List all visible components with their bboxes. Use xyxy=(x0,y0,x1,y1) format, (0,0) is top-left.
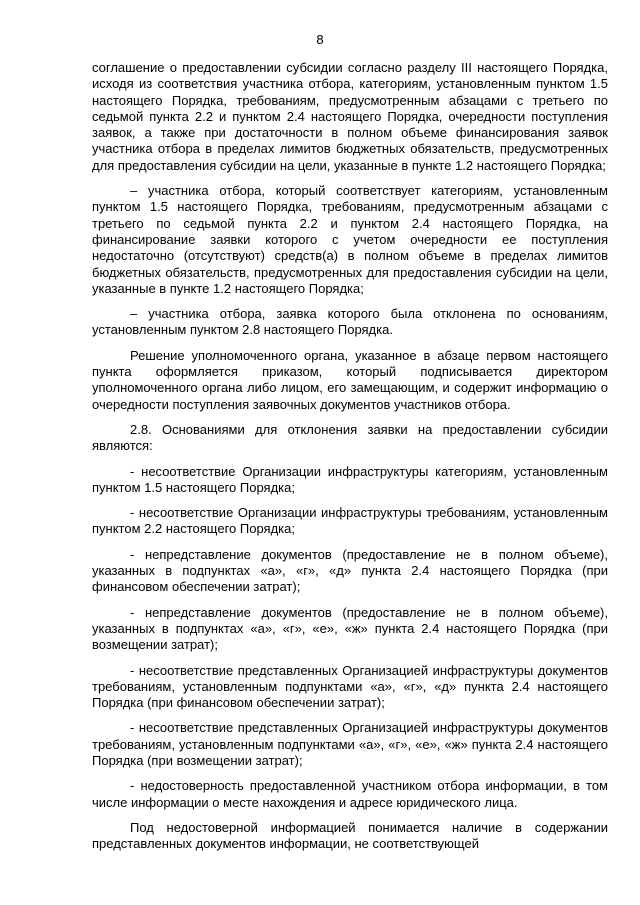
list-item-docs-missing-financing: - непредставление документов (предоставление не в полном объеме), указанных в подпунктах «а», «г», «д» пункта 2.4 настоящего Порядка (при финансовом обеспечении затрат); xyxy=(92,546,608,595)
list-item-docs-noncompliant-reimbursement: - несоответствие представленных Организацией инфраструктуры документов требованиям, установленным подпунктами «а», «г», «е», «ж» пункта 2.4 настоящего Порядка (при возмещении затрат); xyxy=(92,720,608,768)
list-item-category-mismatch: - несоответствие Организации инфраструктуры категориям, установленным пунктом 1.5 настоящего Порядка; xyxy=(92,463,608,495)
list-item-docs-noncompliant-financing: - несоответствие представленных Организацией инфраструктуры документов требованиям, установленным подпунктами «а», «г», «д» пункта 2.4 настоящего Порядка (при финансовом обеспечении затрат); xyxy=(92,662,608,711)
paragraph-rejection-grounds-heading: 2.8. Основаниями для отклонения заявки на предоставлении субсидии являются: xyxy=(92,421,608,454)
page-number: 8 xyxy=(316,32,324,47)
paragraph-participant-insufficient-funds: – участника отбора, который соответствует категориям, установленным пунктом 1.5 настоящего Порядка, требованиям, предусмотренным абзацами с третьего по седьмой пункта 2.2 и пунктом 2.4 настоящего Порядка, на финансирование заявки которого с учетом очередности ее поступления недостаточно (отсутствуют) средств(а) в полном объеме в пределах лимитов бюджетных обязательств, предусмотренных для предоставления субсидии на цели, указанные в пункте 1.2 настоящего Порядка; xyxy=(92,183,608,296)
list-item-requirements-mismatch: - несоответствие Организации инфраструктуры требованиям, установленным пунктом 2.2 настоящего Порядка; xyxy=(92,505,608,537)
paragraph-participant-rejected: – участника отбора, заявка которого была отклонена по основаниям, установленным пунктом 2.8 настоящего Порядка. xyxy=(92,306,608,338)
list-item-false-information: - недостоверность предоставленной участником отбора информации, в том числе информации о месте нахождения и адресе юридического лица. xyxy=(92,778,608,810)
paragraph-false-information-definition: Под недостоверной информацией понимается наличие в содержании представленных документов информации, не соответствующей xyxy=(92,819,608,852)
list-item-docs-missing-reimbursement: - непредставление документов (предоставление не в полном объеме), указанных в подпунктах «а», «г», «е», «ж» пункта 2.4 настоящего Порядка (при возмещении затрат); xyxy=(92,604,608,653)
paragraph-agreement-continuation: соглашение о предоставлении субсидии согласно разделу III настоящего Порядка, исходя из соответствия участника отбора, категориям, установленным пунктом 1.5 настоящего Порядка, требованиям, предусмотренным абзацами с третьего по седьмой пункта 2.2 и пунктом 2.4 настоящего Порядка, очередности поступления заявок, а также при достаточности в полном объеме финансирования заявок участника отбора в пределах лимитов бюджетных обязательств, предусмотренных для предоставления субсидии на цели, указанные в пункте 1.2 настоящего Порядка; xyxy=(92,60,608,173)
paragraph-decision-order: Решение уполномоченного органа, указанное в абзаце первом настоящего пункта оформляется приказом, который подписывается директором уполномоченного органа либо лицом, его замещающим, и содержит информацию о очередности поступления заявочных документов участников отбора. xyxy=(92,347,608,412)
document-body xyxy=(92,60,608,861)
